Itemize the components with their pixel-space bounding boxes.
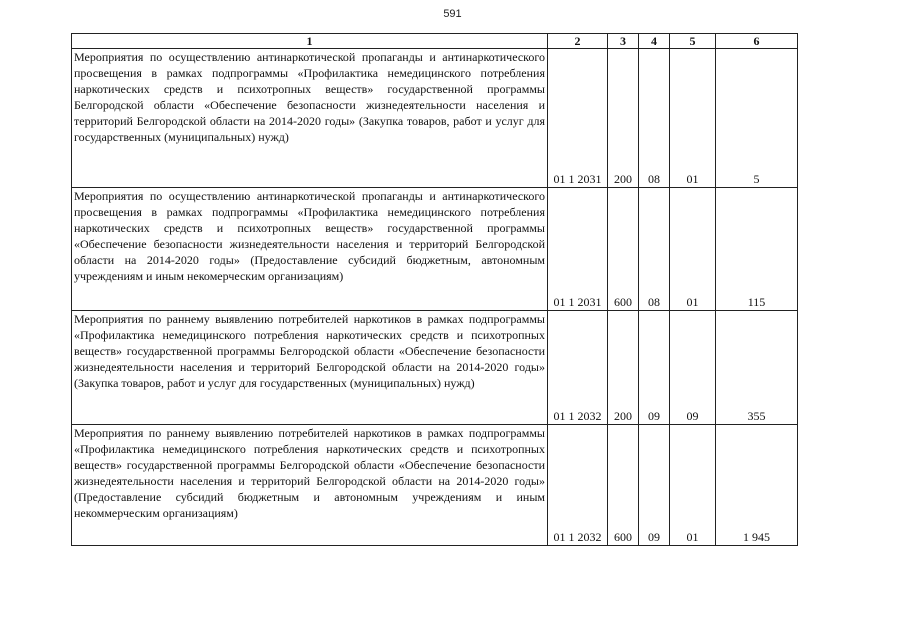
- header-col-3: 3: [608, 34, 639, 49]
- row-amount: 355: [716, 311, 798, 425]
- table-row: [72, 188, 798, 311]
- row-type: 200: [608, 311, 639, 425]
- table-body: [72, 49, 798, 546]
- row-section: 09: [639, 425, 670, 546]
- row-type: 600: [608, 188, 639, 311]
- header-col-5: 5: [670, 34, 716, 49]
- row-description: Мероприятия по раннему выявлению потребителей наркотиков в рамках подпрограммы «Профилактика немедицинского потребления наркотических средств и психотропных веществ» государственной программы Белгородской области «Обеспечение безопасности жизнедеятельности населения и территорий Белгородской области на 2014-2020 годы» (Закупка товаров, работ и услуг для государственных (муниципальных) нужд): [72, 311, 548, 425]
- row-section: 09: [639, 311, 670, 425]
- row-section: 08: [639, 188, 670, 311]
- header-col-2: 2: [548, 34, 608, 49]
- row-subsection: 09: [670, 311, 716, 425]
- row-amount: 5: [716, 49, 798, 188]
- row-amount: 1 945: [716, 425, 798, 546]
- table-row: [72, 49, 798, 188]
- row-subsection: 01: [670, 49, 716, 188]
- row-code: 01 1 2031: [548, 49, 608, 188]
- row-type: 600: [608, 425, 639, 546]
- row-amount: 115: [716, 188, 798, 311]
- row-code: 01 1 2032: [548, 425, 608, 546]
- row-type: 200: [608, 49, 639, 188]
- row-description: Мероприятия по осуществлению антинаркотической пропаганды и антинаркотического просвещения в рамках подпрограммы «Профилактика немедицинского потребления наркотических средств и психотропных веществ» государственной программы «Обеспечение безопасности жизнедеятельности населения и территорий Белгородской области на 2014-2020 годы» (Предоставление субсидий бюджетным, автономным учреждениям и иным некомерческим организациям): [72, 188, 548, 311]
- table-header: [72, 34, 798, 49]
- header-col-6: 6: [716, 34, 798, 49]
- row-section: 08: [639, 49, 670, 188]
- header-col-4: 4: [639, 34, 670, 49]
- row-subsection: 01: [670, 188, 716, 311]
- row-code: 01 1 2031: [548, 188, 608, 311]
- budget-table: [71, 33, 798, 546]
- header-row: [72, 34, 798, 49]
- row-description: Мероприятия по осуществлению антинаркотической пропаганды и антинаркотического просвещения в рамках подпрограммы «Профилактика немедицинского потребления наркотических средств и психотропных веществ» государственной программы Белгородской области «Обеспечение безопасности жизнедеятельности населения и территорий Белгородской области на 2014-2020 годы» (Закупка товаров, работ и услуг для государственных (муниципальных) нужд): [72, 49, 548, 188]
- page-number: 591: [443, 8, 462, 20]
- table-row: [72, 425, 798, 546]
- row-subsection: 01: [670, 425, 716, 546]
- row-description: Мероприятия по раннему выявлению потребителей наркотиков в рамках подпрограммы «Профилактика немедицинского потребления наркотических средств и психотропных веществ» государственной программы Белгородской области «Обеспечение безопасности жизнедеятельности населения и территорий Белгородской области на 2014-2020 годы» (Предоставление субсидий бюджетным и автономным учреждениям и иным некоммерческим организациям): [72, 425, 548, 546]
- header-col-1: 1: [72, 34, 548, 49]
- table-row: [72, 311, 798, 425]
- row-code: 01 1 2032: [548, 311, 608, 425]
